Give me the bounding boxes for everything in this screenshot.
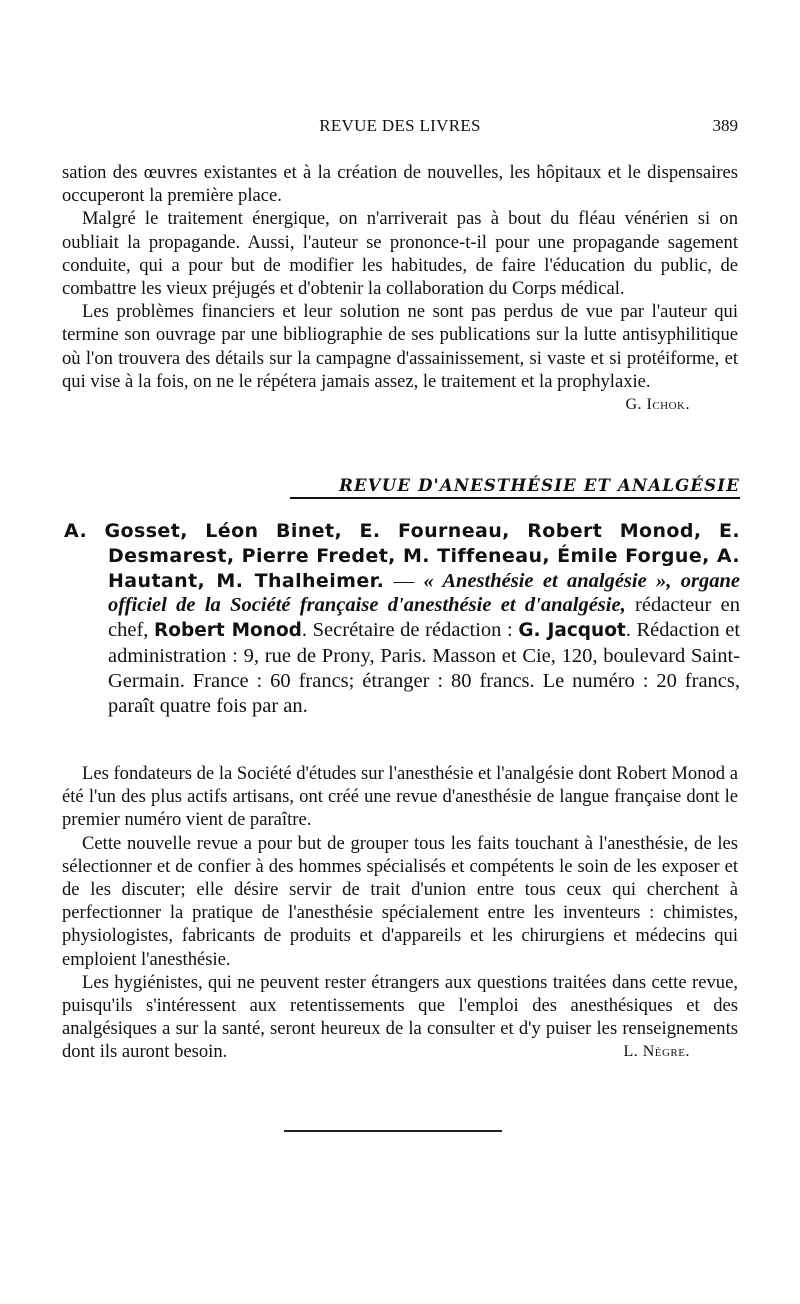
running-header bbox=[60, 116, 740, 140]
citation-review-title: « Anesthésie et analgésie », organe officiel de la Société française d'anesthésie et d'analgésie, bbox=[108, 569, 741, 617]
paragraph: Malgré le traitement énergique, on n'arriverait pas à bout du fléau vénérien si on oubliait la propagande. Aussi, l'auteur se prononce-t-il pour une propagande sagement conduite, qui a pour but de modifier les habitudes, de faire l'éducation du public, de combattre les vieux préjugés et d'obtenir la collaboration du Corps médical. bbox=[62, 208, 738, 300]
citation-secretary-intro: . Secrétaire de rédaction : bbox=[301, 619, 519, 642]
section-title: REVUE D'ANESTHÉSIE ET ANALGÉSIE bbox=[290, 476, 740, 499]
citation-editor-intro: rédacteur en chef, bbox=[108, 594, 740, 642]
paragraph: sation des œuvres existantes et à la création de nouvelles, les hôpitaux et le dispensaires occuperont la première place. bbox=[62, 162, 738, 207]
page-number: 389 bbox=[712, 116, 738, 135]
citation-authors: A. Gosset, Léon Binet, E. Fourneau, Robert Monod, E. Desmarest, Pierre Fredet, M. Tiffeneau, Émile Forgue, A. Hautant, M. Thalheimer. bbox=[64, 520, 740, 592]
paragraph-text: Les problèmes financiers et leur solution ne sont pas perdus de vue par l'auteur qui termine son ouvrage par une bibliographie de ses publications sur la lutte antisyphilitique où l'on trouvera des détails sur la campagne d'assainissement, si vaste et si protéiforme, et qui vise à la fois, on ne le répétera jamais assez, le traitement et la prophylaxie. bbox=[62, 301, 738, 392]
citation-details: . Rédaction et administration : 9, rue de Prony, Paris. Masson et Cie, 120, boulevard Saint-Germain. France : 60 francs; étranger : 80 francs. Le numéro : 20 francs, paraît quatre fois par an. bbox=[108, 619, 741, 717]
paragraph bbox=[62, 300, 738, 414]
paragraph-text: Les hygiénistes, qui ne peuvent rester étrangers aux questions traitées dans cette revue, puisqu'ils s'intéressent aux retentissements que l'emploi des anesthésiques et des analgésiques a sur la santé, seront heureux de la consulter et d'y puiser les renseignements dont ils auront besoin. bbox=[62, 971, 738, 1063]
review-negre bbox=[62, 762, 738, 1064]
running-title: REVUE DES LIVRES bbox=[319, 116, 481, 135]
citation bbox=[64, 519, 740, 718]
citation-secretary-name: G. Jacquot bbox=[518, 620, 626, 642]
citation-editor-name: Robert Monod bbox=[154, 620, 302, 642]
signature: L. Nègre. bbox=[623, 1043, 690, 1061]
citation-dash: — bbox=[384, 569, 424, 592]
end-rule bbox=[284, 1130, 502, 1132]
review-ichok bbox=[62, 161, 738, 416]
signature: G. Ichok. bbox=[625, 396, 690, 414]
paragraph bbox=[62, 971, 738, 1064]
paragraph: Les fondateurs de la Société d'études sur l'anesthésie et l'analgésie dont Robert Monod a été l'un des plus actifs artisans, ont créé une revue d'anesthésie de langue française dont le premier numéro vient de paraître. bbox=[62, 763, 738, 831]
paragraph: Cette nouvelle revue a pour but de grouper tous les faits touchant à l'anesthésie, de les sélectionner et de confier à des hommes spécialisés et compétents le soin de les exposer et de les discuter; elle désire servir de trait d'union entre tous ceux qui cherchent à perfectionner la pratique de l'anesthésie spécialement entre les inventeurs : chimistes, physiologistes, fabricants de produits et d'appareils et les chirurgiens et médecins qui emploient l'anesthésie. bbox=[62, 832, 738, 970]
